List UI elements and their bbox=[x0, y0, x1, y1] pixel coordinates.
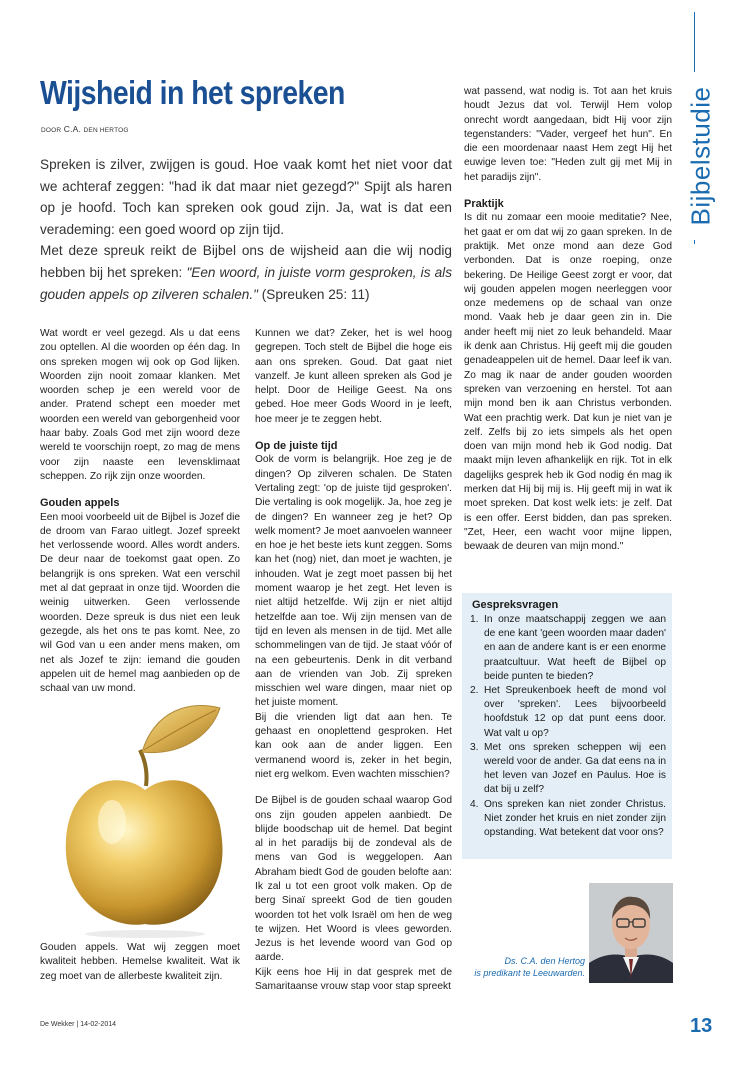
intro-paragraph-1: Spreken is zilver, zwijgen is goud. Hoe vaak komt het niet voor dat we achteraf zeggen: "had ik dat maar niet gezegd?" Spijt als haren op je hoofd. Toch kan spreken ook goud zijn. Ja, wat is dat een verademing: een goed woord op zijn tijd. bbox=[40, 157, 452, 237]
image-caption: Gouden appels. Wat wij zeggen moet kwaliteit hebben. Hemelse kwaliteit. Wat ik zeg moet van de allerbeste kwaliteit zijn. bbox=[40, 942, 240, 982]
intro-reference: (Spreuken 25: 11) bbox=[257, 286, 370, 302]
question-item: 1. In onze maatschappij zeggen we aan de ene kant 'geen woorden maar daden' en aan de andere kant is er een enorme praatcultuur. Wat heeft de Bijbel op beide punten te bieden? bbox=[470, 614, 666, 682]
col3-paragraph-2: Is dit nu zomaar een mooie meditatie? Nee, het gaat er om dat wij zo gaan spreken. In de praktijk. Met onze mond aan deze God verbonden. Dat is onze roeping, onze bekering. De Heilige Geest zorgt er voor, dat wij gouden appelen mogen neerleggen voor onze medemens op de schaal van onze mond. Vaak heb je daar geen zin in. Die ander heeft mij niet zo leuk behandeld. Maar ik denk aan Christus. Hij geeft mij die gouden genadeappelen uit de hemel. Daar leef ik van. Zo mag ik naar de ander gouden woorden spreken van verzoening en herstel. Tot aan mijn mond ben ik aan Christus verbonden. Wat een prachtig werk. Dat kun je niet van je zelf. Zelfs bij zo iets simpels als het open doen van mijn mond heb ik God nodig. Dat maakt mijn leven afhankelijk en rijk. Tot in elk dagelijks gesprek heb ik God nodig én mag ik merken dat Hij bij mij is. Hij geeft mij in wat ik moet spreken. Dat kost welk iets: je zelf. Dat is een offer. Eerst bidden, dan pas spreken. "Zet, Heer, een wacht voor mijne lippen, bewaak de deuren van mijn mond." bbox=[464, 212, 672, 553]
col2-paragraph-4: De Bijbel is de gouden schaal waarop God ons zijn gouden appelen aanbiedt. De blijde boodschap uit de hemel. Dat begint al in het paradijs bij de zondeval als de mens van God is weggelopen. Aan Abraham biedt God de gouden belofte aan: Ik zal u tot een groot volk maken. Op de berg Sinaï spreekt God de tien gouden woorden tot het volk Israël om hen de weg te wijzen. Het Woord is vlees geworden. Jezus is het levende woord van God op aarde. bbox=[255, 795, 452, 964]
col2-paragraph-3: Bij die vrienden ligt dat aan hen. Te gehaast en onoplettend gesproken. Het kan ook aan de ander liggen. Een vermanend woord is, zeker in het begin, niet erg welkom. Even wachten misschien? bbox=[255, 711, 452, 780]
page-number: 13 bbox=[690, 1015, 713, 1037]
article-title: Wijsheid in het spreken bbox=[40, 74, 345, 111]
col2-paragraph-2: Ook de vorm is belangrijk. Hoe zeg je de dingen? Op zilveren schalen. De Staten Vertaling zegt: 'op de juiste tijd gesproken'. Die vertaling is ook mogelijk. Ja, hoe zeg je de dingen? En wanneer zeg je het? Op welk moment? Je moet aanvoelen wanneer en hoe je het beste iets kunt zeggen. Soms kan het (nog) niet, dan moet je wachten, je inhouden. Wat je zegt moet passen bij het moment waarop je het zegt. Het leven is niet altijd hetzelfde. Wij zijn er niet altijd hetzelfde aan toe. Wij zijn mensen van de tijd en leven als mensen in de tijd. Met alle schommelingen van de tijd. Je staat vóór of na een gebeurtenis. Denk in dit verband aan de vrienden van Job. Zij spreken misschien wel ware dingen, maar niet op het juiste moment. bbox=[255, 454, 452, 709]
col1-paragraph-2: Een mooi voorbeeld uit de Bijbel is Jozef die de droom van Farao uitlegt. Jozef spreekt het verlossende woord. Alles wordt anders. De deur naar de toekomst gaat open. Zo belangrijk is ons spreken. Wat een verschil met al dat gepraat in onze tijd. Woorden die weinig uitwerken. Geen verlossende woorden. Deze spreuk is dus niet een leuk gezegde, als het ons te pas komt. Nee, zo wil God van u een ander mens maken, om net als Jozef te zijn: iemand die gouden appelen uit de hemel mag aanbieden op de schaal van uw mond. bbox=[40, 511, 240, 695]
column-2 bbox=[255, 327, 452, 994]
col1-paragraph-1: Wat wordt er veel gezegd. Als u dat eens zou optellen. Al die woorden op één dag. In ons spreken mogen wij ook op God lijken. Woorden zijn nooit zomaar klanken. Met woorden schep je een wereld voor de ander. Pratend schept een moeder met woorden een wereld van geborgenheid voor haar baby. Zoals God met zijn woord deze wereld te voorschijn roept, zo mag de mens voor zijn naaste een levensklimaat scheppen. Zo rijk zijn onze woorden. bbox=[40, 328, 240, 482]
footer-publication: De Wekker | 14-02-2014 bbox=[40, 1021, 117, 1028]
byline-prefix: DOOR bbox=[41, 127, 62, 134]
col3-paragraph-1: wat passend, wat nodig is. Tot aan het kruis houdt Jezus dat vol. Terwijl Hem volop onrecht wordt aangedaan, bidt Hij voor zijn tegenstanders: "Vader, vergeef het hun". En die een moordenaar naast Hem zegt Hij het euwige leven toe: "Heden zult gij met Mij in het paradijs zijn". bbox=[464, 86, 672, 183]
intro-lead: Met deze spreuk reikt de Bijbel ons de wijsheid aan die wij nodig hebben bij het spreken: bbox=[40, 243, 452, 280]
article-intro bbox=[40, 154, 452, 305]
col2-paragraph-1: Kunnen we dat? Zeker, het is wel hoog gegrepen. Toch stelt de Bijbel die hoge eis aan ons spreken. Goud. Dat gaat niet vanzelf. Je kunt alleen spreken als God je helpt. Door de Heilige Geest. Na ons gebed. Hoe meer Gods Woord in je leeft, hoe meer je te zeggen hebt. bbox=[255, 328, 452, 425]
byline bbox=[41, 124, 129, 134]
section-rule-bottom bbox=[694, 240, 695, 244]
col2-paragraph-5: Kijk eens hoe Hij in dat gesprek met de Samaritaanse vrouw stap voor stap spreekt bbox=[255, 966, 452, 993]
box-title: Gespreksvragen bbox=[472, 599, 559, 611]
photo-caption-role: is predikant te Leeuwarden. bbox=[474, 968, 585, 978]
question-item: 4. Ons spreken kan niet zonder Christus. Niet zonder het kruis en niet zonder zijn opstanding. Wat betekent dat voor ons? bbox=[470, 798, 666, 839]
column-3 bbox=[464, 85, 672, 555]
questions-list bbox=[470, 613, 666, 840]
col3-heading-praktijk: Praktijk bbox=[464, 198, 504, 211]
section-rule-top bbox=[694, 12, 695, 72]
intro-paragraph-2 bbox=[40, 240, 452, 305]
col2-heading-juiste-tijd: Op de juiste tijd bbox=[255, 440, 338, 453]
photo-caption-name: Ds. C.A. den Hertog bbox=[504, 956, 585, 966]
column-1 bbox=[40, 327, 240, 696]
col1-heading-gouden-appels: Gouden appels bbox=[40, 497, 120, 510]
discussion-questions-box bbox=[462, 593, 672, 859]
section-label bbox=[683, 76, 719, 236]
author-photo bbox=[589, 883, 673, 983]
author-name: DEN HERTOG bbox=[83, 127, 129, 134]
photo-caption bbox=[455, 955, 585, 979]
golden-apple-image bbox=[60, 690, 230, 938]
question-item: 3. Met ons spreken scheppen wij een wereld voor de ander. Ga dat eens na in het leven van Jozef en Paulus. Hoe is dat bij u zelf? bbox=[470, 741, 666, 796]
question-item: 2. Het Spreukenboek heeft de mond vol over 'spreken'. Lees bijvoorbeeld hoofdstuk 12 op dat punt eens door. Wat valt u op? bbox=[470, 685, 666, 739]
section-label-text: Bijbelstudie bbox=[685, 86, 716, 226]
intro-quote: "Een woord, in juiste vorm gesproken, is als gouden appels op zilveren schalen." bbox=[40, 264, 452, 302]
author-initials: C.A. bbox=[63, 124, 82, 134]
